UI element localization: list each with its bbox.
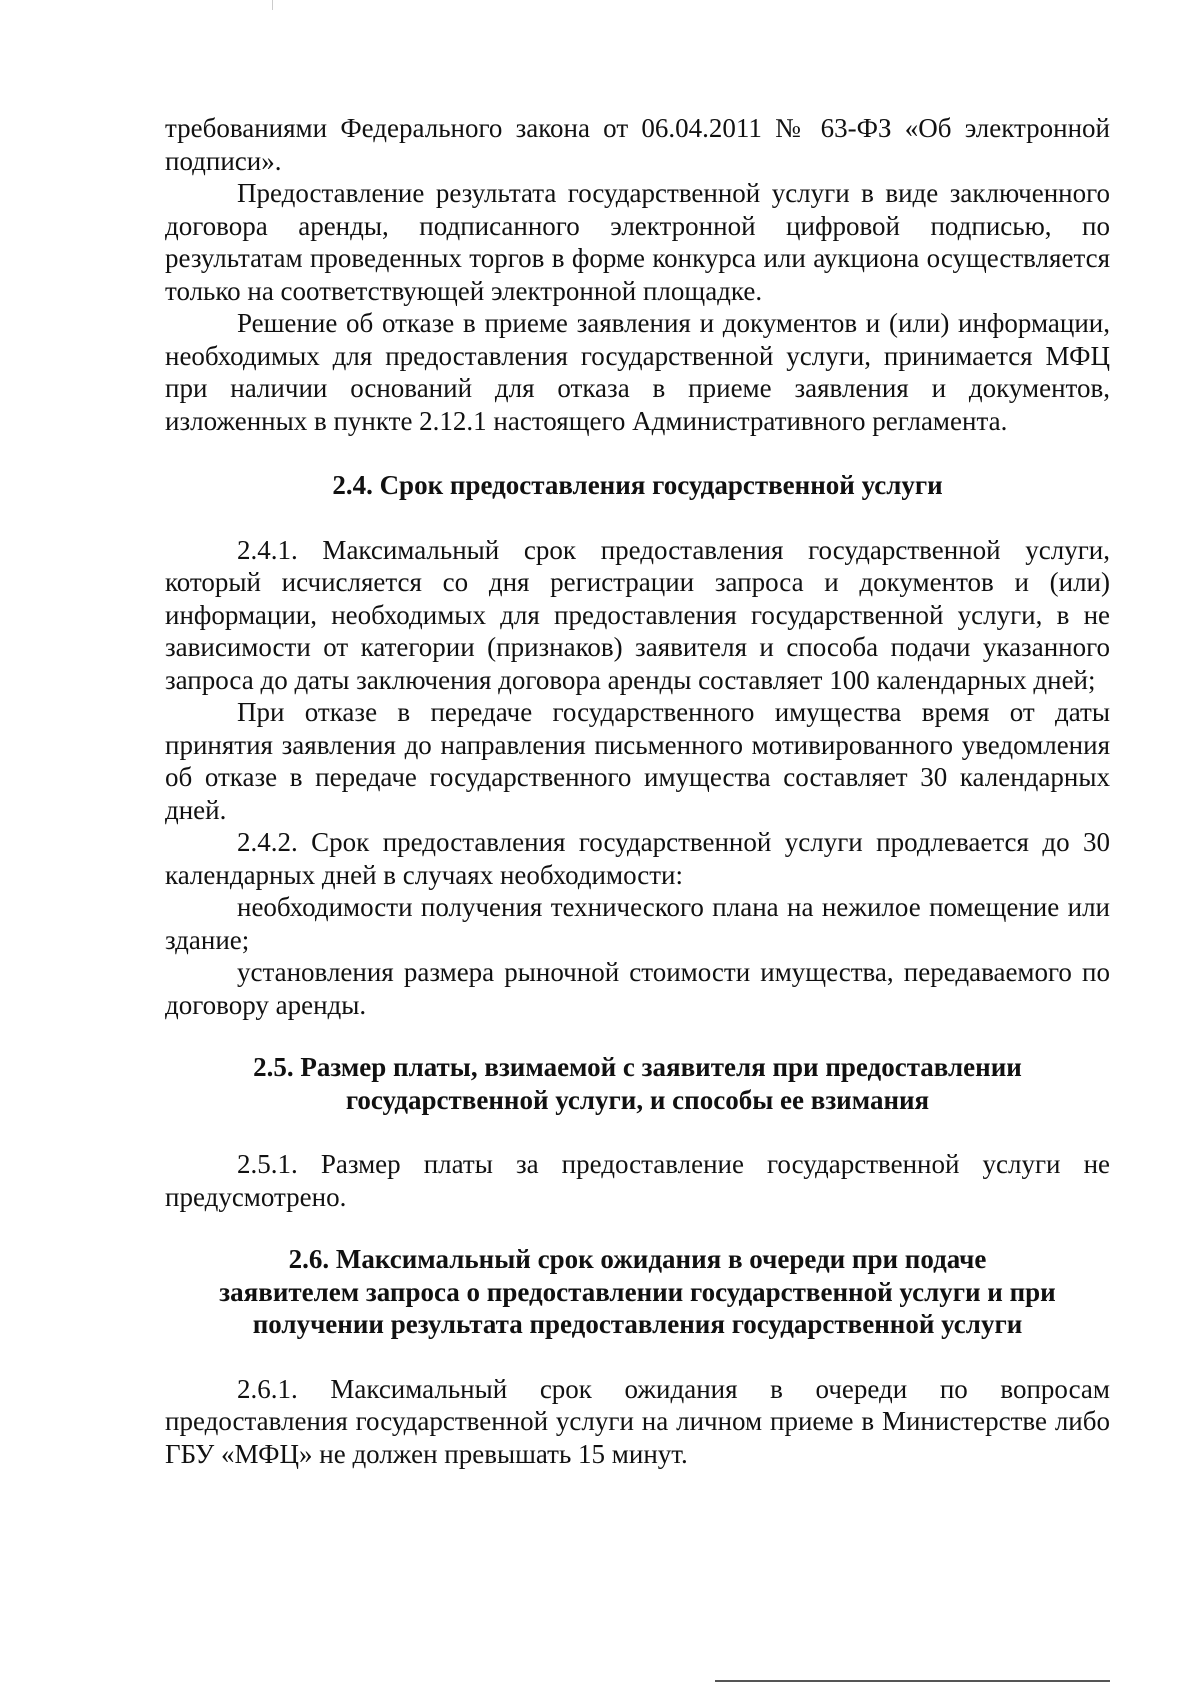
section-heading-2-5 [165, 1051, 1110, 1116]
section-heading-2-6-line1: 2.6. Максимальный срок ожидания в очереди при подаче [288, 1244, 987, 1274]
spacer [165, 437, 1110, 469]
spacer [165, 1116, 1110, 1148]
spacer [165, 1021, 1110, 1051]
paragraph-2-5-1: 2.5.1. Размер платы за предоставление государственной услуги не предусмотрено. [165, 1149, 1110, 1212]
section-heading-2-5-line1: 2.5. Размер платы, взимаемой с заявителя при предоставлении [253, 1052, 1022, 1082]
section-heading-2-5-line2: государственной услуги, и способы ее взимания [345, 1084, 930, 1115]
paragraph-2-4-1: 2.4.1. Максимальный срок предоставления государственной услуги, который исчисляется со дня регистрации запроса и документов и (или) информации, необходимых для предоставления государственной услуги, в не зависимости от категории (признаков) заявителя и способа подачи указанного запроса до даты заключения договора аренды составляет 100 календарных дней; [165, 534, 1110, 695]
section-heading-2-6-line3: получении результата предоставления государственной услуги [252, 1309, 1023, 1339]
paragraph-market-value: установления размера рыночной стоимости имущества, передаваемого по договору аренды. [165, 957, 1110, 1020]
paragraph-result-electronic: Предоставление результата государственной услуги в виде заключенного договора аренды, подписанного электронной цифровой подписью, по результатам проведенных торгов в форме конкурса или аукциона осуществляется только на соответствующей электронной площадке. [165, 178, 1110, 306]
paragraph-2-6-1: 2.6.1. Максимальный срок ожидания в очереди по вопросам предоставления государственной услуги на личном приеме в Министерстве либо ГБУ «МФЦ» не должен превышать 15 минут. [165, 1373, 1110, 1469]
scan-artifact-tick [272, 0, 273, 10]
paragraph-refusal-term: При отказе в передаче государственного имущества время от даты принятия заявления до направления письменного мотивированного уведомления об отказе в передаче государственного имущества составляет 30 календарных дней. [165, 697, 1110, 825]
spacer [165, 502, 1110, 534]
spacer [165, 1213, 1110, 1243]
document-page [165, 112, 1110, 1470]
section-heading-2-6-line2: заявителем запроса о предоставлении государственной услуги и при [219, 1276, 1056, 1307]
page-bottom-rule [715, 1680, 1110, 1682]
paragraph-2-4-2: 2.4.2. Срок предоставления государственной услуги продлевается до 30 календарных дней в случаях необходимости: [165, 827, 1110, 890]
paragraph-technical-plan: необходимости получения технического плана на нежилое помещение или здание; [165, 892, 1110, 955]
paragraph-intro-continuation: требованиями Федерального закона от 06.04.2011 № 63-ФЗ «Об электронной подписи». [165, 113, 1110, 176]
section-heading-2-4: 2.4. Срок предоставления государственной услуги [332, 470, 943, 500]
paragraph-refusal-decision: Решение об отказе в приеме заявления и документов и (или) информации, необходимых для предоставления государственной услуги, принимается МФЦ при наличии оснований для отказа в приеме заявления и документов, изложенных в пункте 2.12.1 настоящего Административного регламента. [165, 308, 1110, 436]
spacer [165, 1341, 1110, 1373]
section-heading-2-6 [165, 1243, 1110, 1341]
